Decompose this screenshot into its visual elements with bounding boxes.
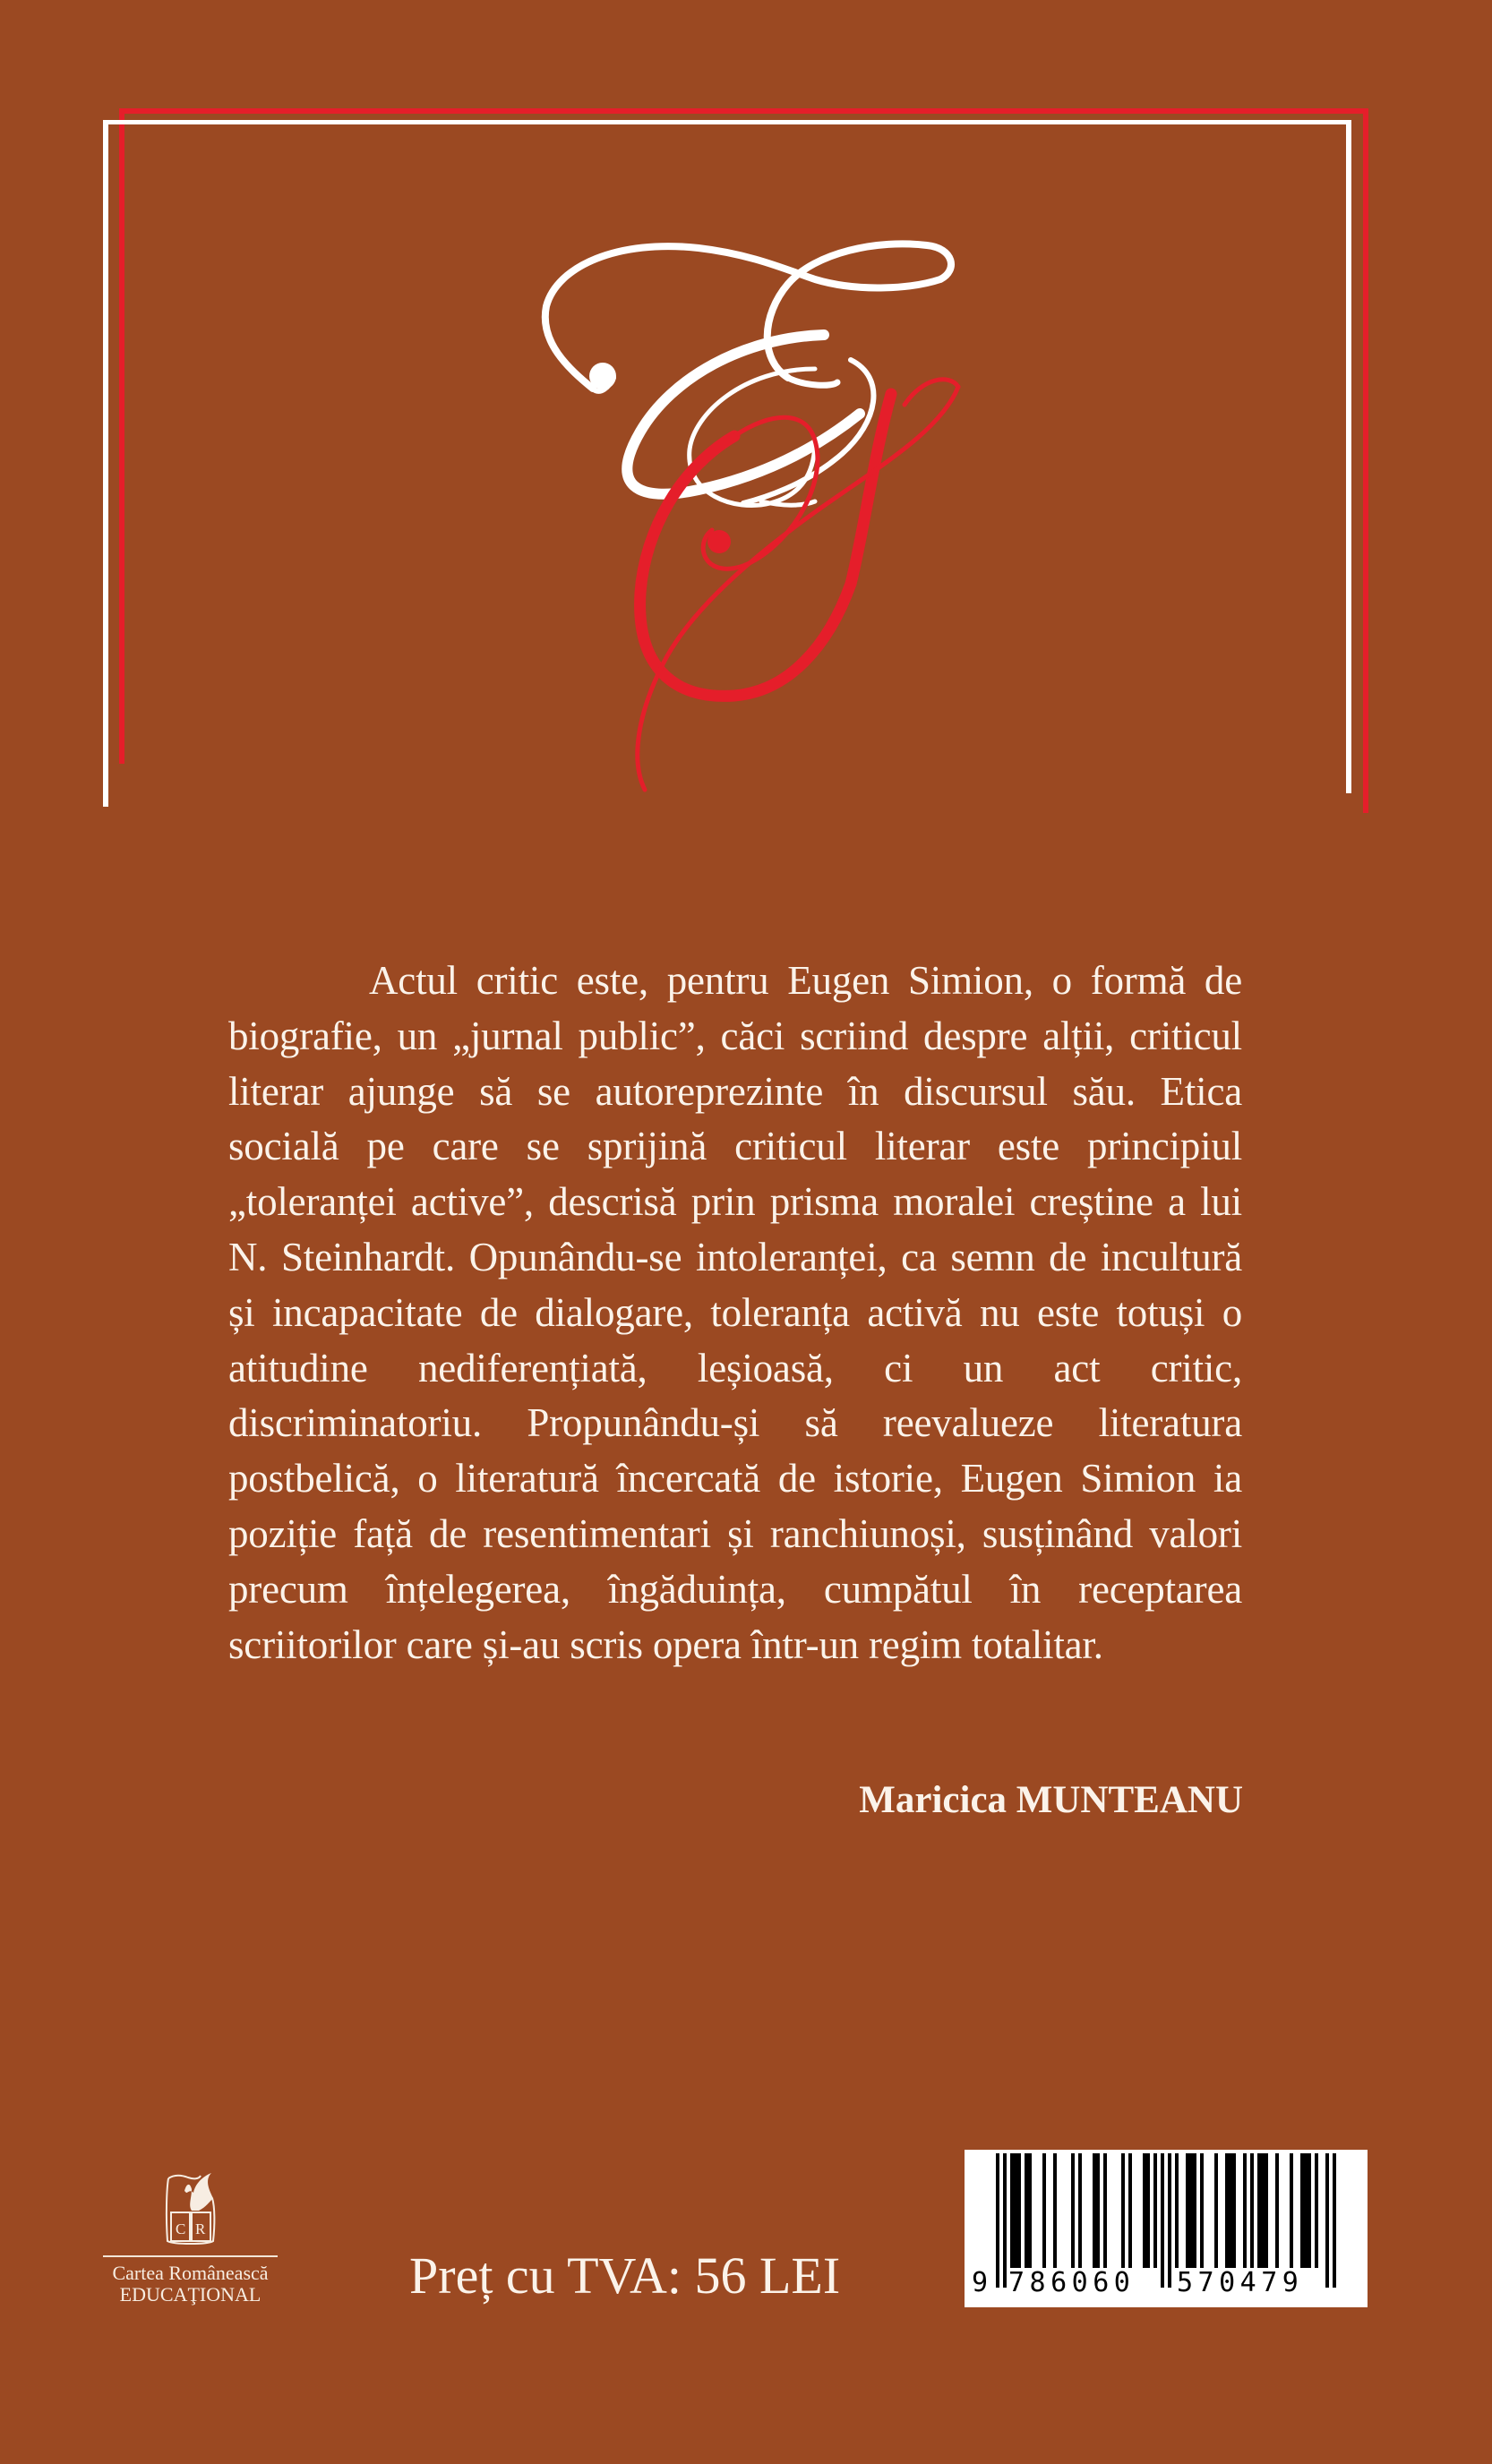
frame-white-left [103,120,108,807]
frame-red-right [1363,108,1368,813]
isbn-barcode [965,2150,1368,2307]
publisher-imprint: EDUCAŢIONAL [119,2283,262,2306]
svg-text:786060: 786060 [1008,2267,1136,2298]
letter-s-icon [638,380,958,790]
logo-letter-r: R [194,2220,205,2237]
svg-text:570479: 570479 [1177,2267,1304,2298]
frame-white-right [1346,120,1351,793]
letter-e-icon [545,244,951,505]
price-label: Preț cu TVA: 56 LEI [409,2246,841,2305]
cartea-romaneasca-emblem-icon [163,2171,219,2248]
publisher-logo [94,2171,287,2306]
publisher-divider [103,2255,278,2257]
back-cover-blurb [228,954,1242,1673]
blurb-paragraph: Actul critic este, pentru Eugen Simion, o formă de biografie, un „jurnal public”, căci scriind despre alții, criticul literar ajunge să se autoreprezinte în discursul său. Etica socială pe care se sprijină criticul literar este principiul „toleranței active”, descrisă prin prisma moralei creștine a lui N. Steinhardt. Opunându-se intoleranței, ca semn de incultură și incapacitate de dialogare, toleranța activă nu este totuși o atitudine nediferențiată, leșioasă, ci un act critic, discriminatoriu. Propunându-și să reevalueze literatura postbelică, o literatură încercată de istorie, Eugen Simion ia poziție față de resentimentari și ranchiunoși, susținând valori precum înțelegerea, îngăduința, cumpătul în receptarea scriitorilor care și-au scris opera într-un regim totalitar. [228,958,1242,1667]
frame-red-top [119,108,1368,114]
es-monogram-logo [519,235,985,808]
blurb-author: Maricica MUNTEANU [859,1779,1243,1821]
svg-text:9: 9 [972,2267,993,2298]
frame-white-top [103,120,1351,124]
logo-letter-c: C [175,2220,185,2237]
frame-red-left [119,108,124,764]
barcode-bars [965,2150,1368,2307]
publisher-name: Cartea Românească [112,2262,269,2284]
